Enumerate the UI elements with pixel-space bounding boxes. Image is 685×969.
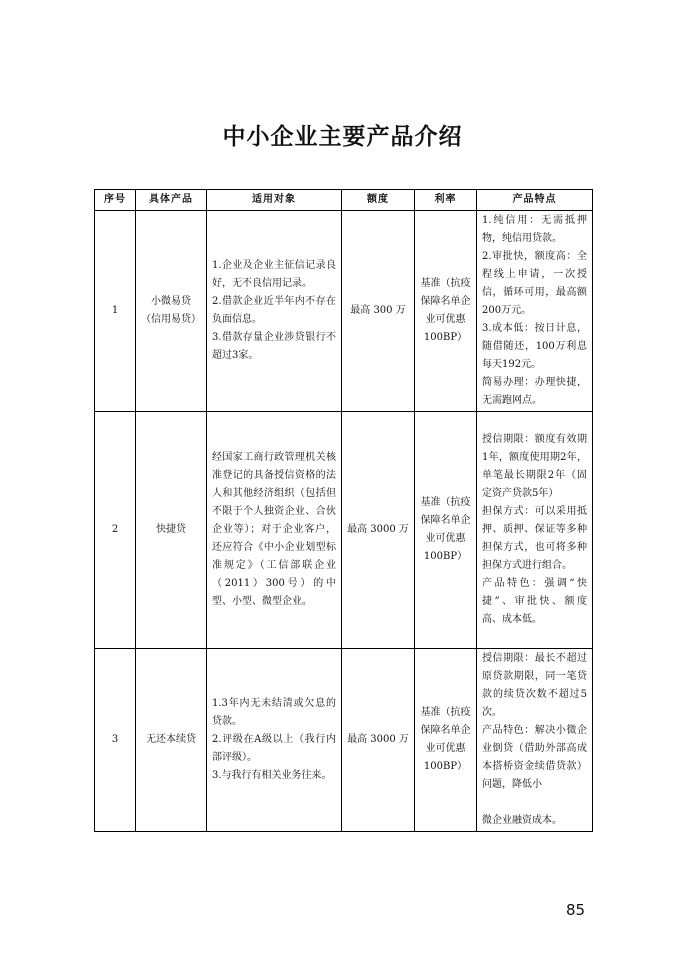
table-row (95, 211, 593, 412)
spacer (482, 794, 587, 812)
target-item: 1.3年内无未结清或欠息的贷款。 (212, 698, 336, 727)
target-item: 3.借款存量企业涉贷银行不超过3家。 (212, 332, 336, 361)
feature-item: 2.审批快，额度高：全程线上申请，一次授信，循环可用，最高额200万元。 (482, 251, 587, 316)
row-rate: 基准（抗疫保障名单企业可优惠100BP） (415, 412, 477, 649)
products-table (94, 189, 593, 832)
product-alias: （信用易贷） (141, 314, 201, 325)
header-target: 适用对象 (207, 190, 342, 211)
feature-item: 微企业融资成本。 (482, 815, 562, 826)
feature-item: 产品特色：强调“快捷”、审批快、额度高、成本低。 (482, 578, 587, 625)
feature-item: 简易办理：办理快捷，无需跑网点。 (482, 377, 587, 406)
row-target (207, 211, 342, 412)
row-rate: 基准（抗疫保障名单企业可优惠100BP） (415, 211, 477, 412)
row-target (207, 412, 342, 649)
row-no: 2 (95, 412, 136, 649)
row-amount: 最高 300 万 (342, 211, 415, 412)
row-features (477, 412, 593, 649)
target-item: 1.企业及企业主征信记录良好，无不良信用记录。 (212, 260, 336, 289)
feature-item: 1.纯信用：无需抵押物，纯信用贷款。 (482, 215, 587, 244)
product-name: 无还本续贷 (146, 734, 196, 745)
page-number: 85 (566, 901, 586, 919)
product-name: 小微易贷 (151, 296, 191, 307)
row-target (207, 649, 342, 832)
product-name: 快捷贷 (156, 524, 186, 535)
row-product (136, 211, 207, 412)
table-header-row (95, 190, 593, 211)
row-features (477, 649, 593, 832)
header-features: 产品特点 (477, 190, 593, 211)
feature-item: 担保方式：可以采用抵押、质押、保证等多种担保方式，也可将多种担保方式进行组合。 (482, 506, 587, 571)
feature-item: 产品特色：解决小微企业倒贷（借助外部高成本搭桥资金续借贷款）问题，降低小 (482, 725, 587, 790)
feature-item: 3.成本低：按日计息，随借随还，100万利息每天192元。 (482, 323, 587, 370)
target-item: 经国家工商行政管理机关核准登记的具备授信资格的法人和其他经济组织（包括但不限于个人独资企业、合伙企业等）；对于企业客户，还应符合《中小企业划型标准规定》（工信部联企业（2011）300号）的中型、小型、微型企业。 (212, 452, 336, 607)
page-title: 中小企业主要产品介绍 (222, 123, 463, 150)
table-row (95, 412, 593, 649)
row-no: 3 (95, 649, 136, 832)
row-product (136, 649, 207, 832)
target-item: 3.与我行有相关业务往来。 (212, 770, 332, 781)
header-no: 序号 (95, 190, 136, 211)
row-amount: 最高 3000 万 (342, 412, 415, 649)
target-item: 2.借款企业近半年内不存在负面信息。 (212, 296, 336, 325)
feature-item: 授信期限：最长不超过原贷款期限，同一笔贷款的续贷次数不超过5次。 (482, 653, 587, 718)
row-no: 1 (95, 211, 136, 412)
row-rate: 基准（抗疫保障名单企业可优惠100BP） (415, 649, 477, 832)
row-amount: 最高 3000 万 (342, 649, 415, 832)
row-features (477, 211, 593, 412)
target-item: 2.评级在A级以上（我行内部评级）。 (212, 734, 336, 763)
header-rate: 利率 (415, 190, 477, 211)
feature-item: 授信期限：额度有效期1年，额度使用期2年，单笔最长期限2年（固定资产贷款5年） (482, 434, 587, 499)
table-row (95, 649, 593, 832)
header-product: 具体产品 (136, 190, 207, 211)
row-product (136, 412, 207, 649)
header-amount: 额度 (342, 190, 415, 211)
